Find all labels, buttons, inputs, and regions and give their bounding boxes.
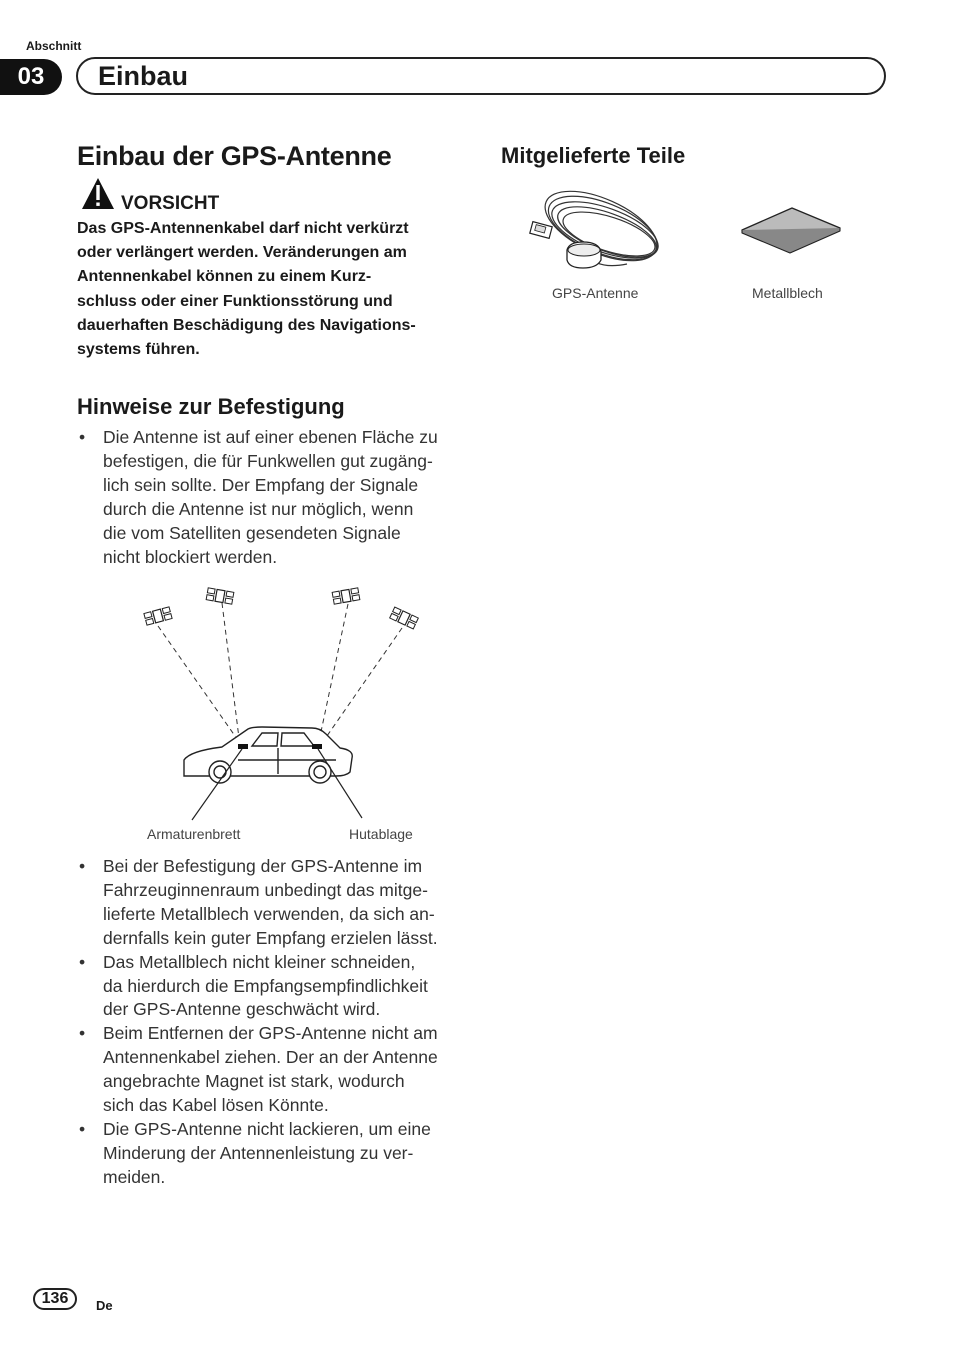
satellite-icon bbox=[206, 588, 234, 604]
caption-gps-antenna: GPS-Antenne bbox=[552, 285, 639, 301]
page-number: 136 bbox=[33, 1288, 77, 1310]
list-item bbox=[77, 426, 472, 569]
list-item-line: Die GPS-Antenne nicht lackieren, um eine bbox=[103, 1118, 431, 1139]
list-item-line: meiden. bbox=[103, 1166, 166, 1187]
list-item-line: die vom Satelliten gesendeten Signale bbox=[103, 522, 401, 543]
caption-rear-shelf: Hutablage bbox=[349, 826, 413, 842]
list-item-line: lich sein sollte. Der Empfang der Signale bbox=[103, 474, 419, 495]
caution-line: Das GPS-Antennenkabel darf nicht verkürzt bbox=[77, 220, 409, 237]
rear-shelf-antenna-marker bbox=[312, 744, 322, 749]
list-item-line: lieferte Metallblech verwenden, da sich an- bbox=[103, 903, 435, 924]
dashboard-antenna-marker bbox=[238, 744, 248, 749]
car-icon bbox=[184, 727, 352, 783]
mounting-bullet-list bbox=[77, 855, 472, 1190]
bullet-icon: • bbox=[79, 1118, 86, 1139]
satellite-icon bbox=[332, 588, 360, 604]
list-item bbox=[77, 855, 472, 951]
metal-plate-icon bbox=[736, 204, 846, 254]
caution-line: schluss oder einer Funktionsstörung und bbox=[77, 292, 393, 310]
list-item-line: befestigen, die für Funkwellen gut zugäng- bbox=[103, 450, 433, 471]
section-label: Abschnitt bbox=[26, 39, 82, 53]
list-item-line: Minderung der Antennenleistung zu ver- bbox=[103, 1142, 414, 1163]
list-item bbox=[77, 1118, 472, 1190]
list-item-line: der GPS-Antenne geschwächt wird. bbox=[103, 999, 381, 1020]
caution-line: dauerhaften Beschädigung des Navigations- bbox=[77, 316, 416, 334]
language-code: De bbox=[96, 1298, 113, 1313]
list-item bbox=[77, 1022, 472, 1118]
satellite-reception-diagram bbox=[140, 578, 450, 823]
list-item bbox=[77, 951, 472, 1023]
supplied-parts-heading: Mitgelieferte Teile bbox=[501, 143, 686, 168]
list-item-line: dernfalls kein guter Empfang erzielen lässt. bbox=[103, 927, 438, 948]
bullet-icon: • bbox=[79, 856, 86, 876]
list-item-line: angebrachte Magnet ist stark, wodurch bbox=[103, 1071, 405, 1092]
bullet-icon: • bbox=[79, 1023, 86, 1044]
list-item-line: Antennenkabel ziehen. Der an der Antenne bbox=[103, 1047, 438, 1068]
chapter-number-badge: 03 bbox=[0, 59, 62, 95]
caution-text bbox=[77, 217, 467, 362]
page-title: Einbau der GPS-Antenne bbox=[77, 141, 392, 171]
caption-dashboard: Armaturenbrett bbox=[147, 826, 241, 842]
list-item-line: sich das Kabel lösen Könnte. bbox=[103, 1095, 329, 1116]
list-item-line: da hierdurch die Empfangsempfindlichkeit bbox=[103, 975, 428, 996]
warning-triangle-icon bbox=[81, 177, 115, 211]
caution-line: Antennenkabel können zu einem Kurz- bbox=[77, 268, 372, 286]
list-item-line: nicht blockiert werden. bbox=[103, 546, 278, 567]
caution-line: oder verlängert werden. Veränderungen am bbox=[77, 244, 407, 262]
list-item-line: Das Metallblech nicht kleiner schneiden, bbox=[103, 951, 416, 972]
list-item-line: Fahrzeuginnenraum unbedingt das mitge- bbox=[103, 879, 428, 900]
bullet-icon: • bbox=[79, 427, 86, 447]
list-item-line: Bei der Befestigung der GPS-Antenne im bbox=[103, 856, 423, 876]
chapter-title: Einbau bbox=[98, 61, 189, 91]
caution-label: VORSICHT bbox=[121, 193, 220, 214]
bullet-icon: • bbox=[79, 951, 86, 972]
mounting-heading: Hinweise zur Befestigung bbox=[77, 394, 345, 419]
chapter-title-bar bbox=[76, 57, 886, 95]
caption-metal-plate: Metallblech bbox=[752, 285, 823, 301]
satellite-icon bbox=[144, 607, 172, 625]
gps-antenna-icon bbox=[527, 186, 669, 286]
list-item-line: durch die Antenne ist nur möglich, wenn bbox=[103, 498, 414, 519]
caution-line: systems führen. bbox=[77, 341, 200, 359]
list-item-line: Die Antenne ist auf einer ebenen Fläche zu bbox=[103, 427, 438, 447]
list-item-line: Beim Entfernen der GPS-Antenne nicht am bbox=[103, 1023, 438, 1044]
satellite-icon bbox=[390, 607, 419, 629]
mounting-bullet-list bbox=[77, 426, 472, 569]
signal-lines bbox=[158, 603, 402, 746]
